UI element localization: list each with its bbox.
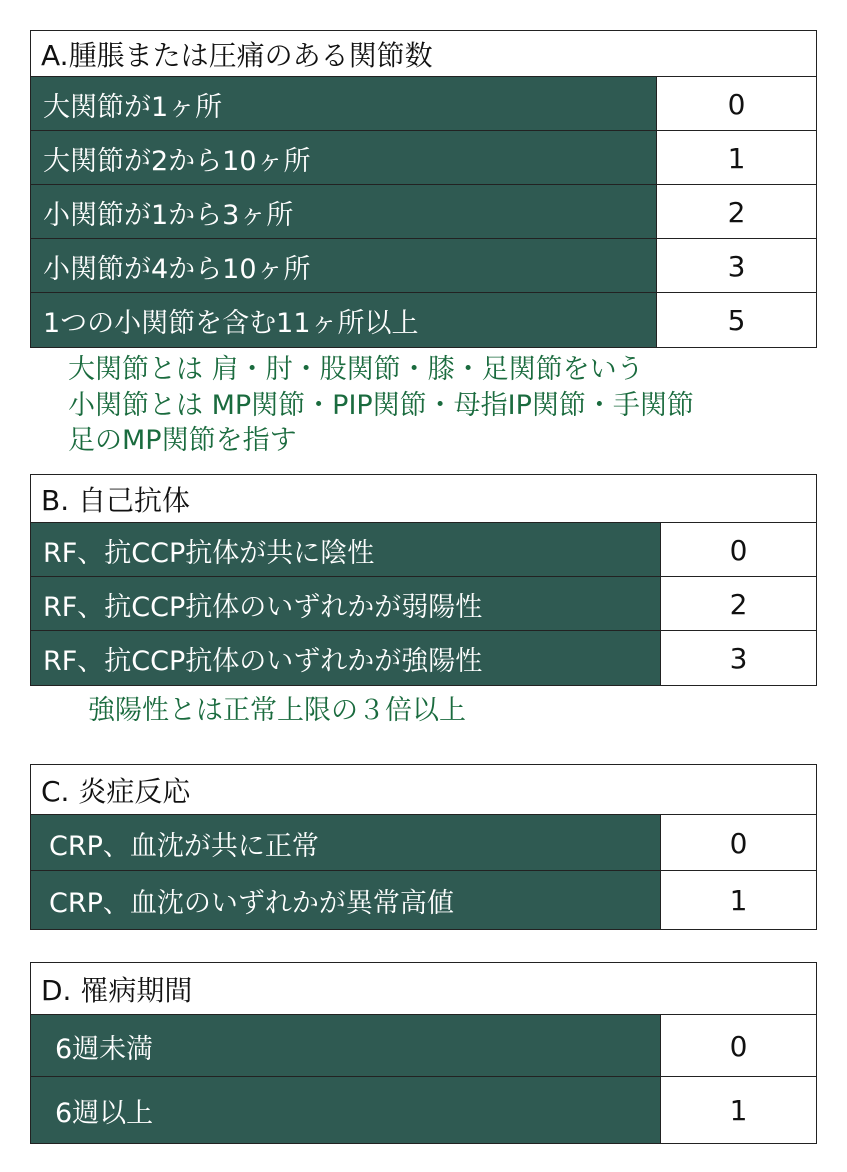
section-b-note: 強陽性とは正常上限の３倍以上 xyxy=(88,695,466,726)
section-b-header: B. 自己抗体 xyxy=(30,474,817,524)
criterion-label: 大関節が1ヶ所 xyxy=(31,77,657,131)
score-value: 2 xyxy=(661,577,816,631)
section-a-note-2: 小関節とは MP関節・PIP関節・母指IP関節・手関節 xyxy=(68,390,694,421)
criterion-label: 6週未満 xyxy=(31,1015,661,1077)
criterion-label: RF、抗CCP抗体のいずれかが強陽性 xyxy=(31,631,661,685)
score-value: 1 xyxy=(661,1077,816,1143)
section-b-row-3 xyxy=(30,630,817,686)
score-value: 1 xyxy=(661,871,816,929)
score-value: 3 xyxy=(657,239,816,293)
section-a-row-5 xyxy=(30,292,817,348)
criterion-label: 大関節が2から10ヶ所 xyxy=(31,131,657,185)
score-value: 0 xyxy=(657,77,816,131)
criterion-label: 小関節が4から10ヶ所 xyxy=(31,239,657,293)
section-a-row-3 xyxy=(30,184,817,240)
section-d-row-2 xyxy=(30,1076,817,1144)
section-b-row-1 xyxy=(30,522,817,578)
section-a-row-2 xyxy=(30,130,817,186)
score-value: 0 xyxy=(661,1015,816,1077)
criterion-label: 1つの小関節を含む11ヶ所以上 xyxy=(31,293,657,347)
section-c-row-1 xyxy=(30,814,817,872)
score-value: 3 xyxy=(661,631,816,685)
score-value: 0 xyxy=(661,523,816,577)
score-value: 0 xyxy=(661,815,816,871)
score-value: 1 xyxy=(657,131,816,185)
score-value: 5 xyxy=(657,293,816,347)
criterion-label: 6週以上 xyxy=(31,1077,661,1143)
criterion-label: RF、抗CCP抗体が共に陰性 xyxy=(31,523,661,577)
section-d-header: D. 罹病期間 xyxy=(30,962,817,1016)
section-b-row-2 xyxy=(30,576,817,632)
section-c-header: C. 炎症反応 xyxy=(30,764,817,816)
criterion-label: 小関節が1から3ヶ所 xyxy=(31,185,657,239)
section-d-row-1 xyxy=(30,1014,817,1078)
section-a-header: A.腫脹または圧痛のある関節数 xyxy=(30,30,817,78)
section-a-note-3: 足のMP関節を指す xyxy=(68,425,297,456)
section-a-row-1 xyxy=(30,76,817,132)
section-a-note-1: 大関節とは 肩・肘・股関節・膝・足関節をいう xyxy=(68,354,644,385)
score-value: 2 xyxy=(657,185,816,239)
criterion-label: CRP、血沈が共に正常 xyxy=(31,815,661,871)
criterion-label: CRP、血沈のいずれかが異常高値 xyxy=(31,871,661,929)
criterion-label: RF、抗CCP抗体のいずれかが弱陽性 xyxy=(31,577,661,631)
section-a-row-4 xyxy=(30,238,817,294)
section-c-row-2 xyxy=(30,870,817,930)
